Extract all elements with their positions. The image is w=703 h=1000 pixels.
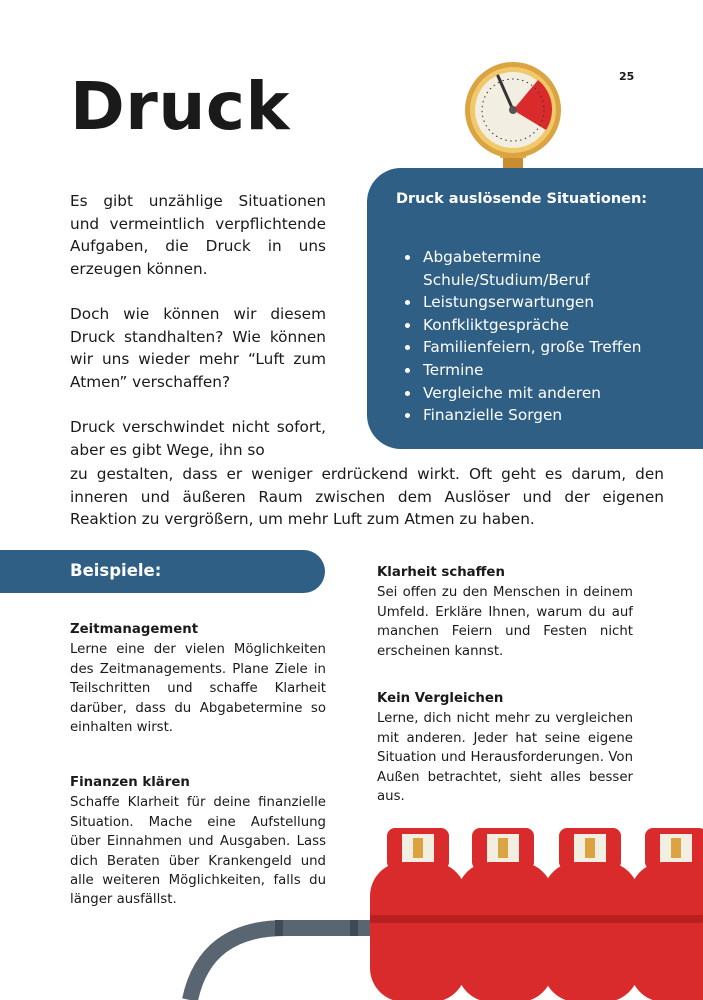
example-text: Schaffe Klarheit für deine finanzielle Situation. Mache eine Aufstellung über Einnahmen und Ausgaben. Lass dich Beraten über Krankengeld und alle weiteren Möglichkeiten, falls du länger ausfällst. [70, 795, 326, 908]
intro-paragraph-3-start: Druck verschwindet nicht sofort, aber es gibt Wege, ihn so [70, 417, 326, 459]
intro-paragraph-2: Doch wie können wir diesem Druck standhalten? Wie können wir uns wieder mehr “Luft zum Atmen” verschaffen? [70, 304, 326, 391]
examples-header [0, 550, 325, 593]
page-title: Druck [70, 68, 290, 145]
triggers-panel [367, 168, 703, 449]
list-item: Abgabetermine Schule/Studium/Beruf [402, 246, 682, 291]
example-text: Lerne, dich nicht mehr zu vergleichen mit anderen. Jeder hat seine eigene Situation und Herausforderungen. Von Außen betrachtet, sieht alles besser aus. [377, 711, 633, 805]
list-item: Konfkliktgespräche [402, 314, 682, 337]
gas-cylinder [457, 828, 553, 1000]
example-vergleichen [377, 689, 633, 806]
example-heading: Klarheit schaffen [377, 565, 505, 580]
intro-text [70, 190, 326, 461]
triggers-panel-title: Druck auslösende Situationen: [396, 191, 648, 207]
list-item: Finanzielle Sorgen [402, 404, 682, 427]
example-text: Lerne eine der vielen Möglichkeiten des Zeitmanagements. Plane Ziele in Teilschritten und schaffe Klarheit darüber, dass du Abgabetermine so einhalten wirst. [70, 642, 326, 736]
list-item: Termine [402, 359, 682, 382]
example-text: Sei offen zu den Menschen in deinem Umfeld. Erkläre Ihnen, warum du auf manchen Feiern und Festen nicht erscheinen kannst. [377, 585, 633, 659]
intro-paragraph-1: Es gibt unzählige Situationen und vermeintlich verpflichtende Aufgaben, die Druck in uns erzeugen können. [70, 192, 326, 278]
triggers-list [402, 246, 682, 427]
list-item: Leistungserwartungen [402, 291, 682, 314]
page-number: 25 [619, 70, 635, 83]
gas-cylinder [543, 828, 639, 1000]
list-item: Vergleiche mit anderen [402, 382, 682, 405]
list-item: Familienfeiern, große Treffen [402, 336, 682, 359]
example-heading: Kein Vergleichen [377, 691, 504, 706]
examples-label: Beispiele: [70, 561, 162, 580]
gas-cylinder [630, 828, 703, 1000]
gas-cylinder [370, 828, 466, 1000]
example-heading: Finanzen klären [70, 775, 190, 790]
gas-cylinders-icon [175, 820, 703, 1000]
pressure-gauge-icon [458, 60, 568, 172]
intro-paragraph-3-end: zu gestalten, dass er weniger erdrückend wirkt. Oft geht es darum, den inneren und äußeren Raum zwischen dem Auslöser und der eigenen Reaktion zu vergrößern, um mehr Luft zum Atmen zu haben. [70, 465, 664, 529]
example-klarheit [377, 563, 633, 661]
example-heading: Zeitmanagement [70, 622, 199, 637]
example-zeitmanagement [70, 620, 326, 737]
